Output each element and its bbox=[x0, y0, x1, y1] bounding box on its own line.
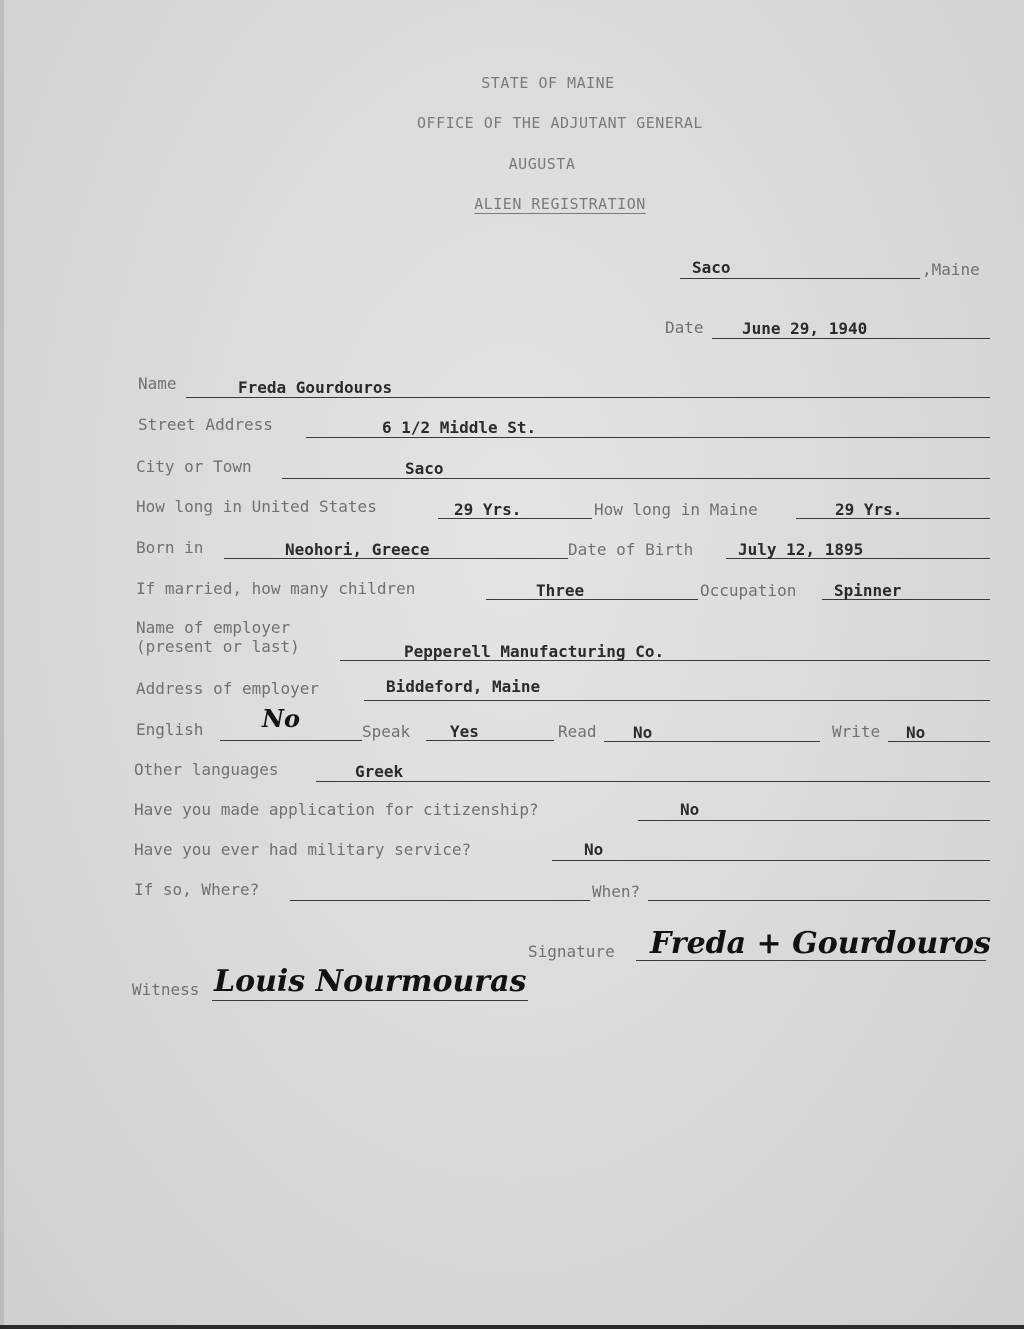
other-languages-value: Greek bbox=[355, 762, 404, 781]
employer-address-rule bbox=[364, 700, 990, 701]
children-rule bbox=[486, 599, 698, 600]
signature-handwritten: Freda + Gourdouros bbox=[650, 926, 991, 961]
born-in-value: Neohori, Greece bbox=[285, 540, 430, 559]
dob-value: July 12, 1895 bbox=[738, 540, 864, 559]
citizenship-value: No bbox=[680, 800, 700, 819]
english-label: English bbox=[136, 720, 204, 739]
street-label: Street Address bbox=[138, 415, 273, 434]
read-label: Read bbox=[558, 722, 597, 741]
occupation-label: Occupation bbox=[700, 581, 797, 600]
name-label: Name bbox=[138, 374, 177, 393]
header-city: AUGUSTA bbox=[508, 155, 576, 173]
citizenship-rule bbox=[638, 820, 990, 821]
how-long-maine-label: How long in Maine bbox=[594, 500, 758, 519]
page-edge-left bbox=[0, 0, 4, 1329]
military-rule bbox=[552, 860, 990, 861]
speak-value: Yes bbox=[450, 722, 479, 741]
english-handwritten-value: No bbox=[262, 704, 300, 733]
city-label: City or Town bbox=[136, 457, 252, 476]
write-label: Write bbox=[832, 722, 881, 741]
employer-address-value: Biddeford, Maine bbox=[386, 677, 541, 696]
how-long-us-value: 29 Yrs. bbox=[454, 500, 522, 519]
military-value: No bbox=[584, 840, 604, 859]
location-suffix: ,Maine bbox=[922, 260, 980, 279]
city-value: Saco bbox=[405, 459, 444, 478]
occupation-value: Spinner bbox=[834, 581, 902, 600]
military-label: Have you ever had military service? bbox=[134, 840, 472, 859]
born-in-label: Born in bbox=[136, 538, 204, 557]
witness-label: Witness bbox=[132, 980, 200, 999]
witness-handwritten: Louis Nourmouras bbox=[214, 964, 527, 999]
speak-rule bbox=[426, 740, 554, 741]
page-edge-bottom bbox=[0, 1325, 1024, 1329]
location-rule bbox=[680, 278, 920, 279]
english-rule bbox=[220, 740, 362, 741]
citizenship-label: Have you made application for citizenship? bbox=[134, 800, 539, 819]
signature-label: Signature bbox=[528, 942, 615, 961]
children-value: Three bbox=[536, 581, 585, 600]
street-value: 6 1/2 Middle St. bbox=[382, 418, 537, 437]
name-value: Freda Gourdouros bbox=[238, 378, 393, 397]
witness-rule bbox=[212, 1000, 528, 1001]
children-label: If married, how many children bbox=[136, 579, 416, 598]
header-state: STATE OF MAINE bbox=[481, 74, 615, 92]
when-label: When? bbox=[592, 882, 641, 901]
city-rule bbox=[282, 478, 990, 479]
dob-label: Date of Birth bbox=[568, 540, 694, 559]
speak-label: Speak bbox=[362, 722, 411, 741]
street-rule bbox=[306, 437, 990, 438]
employer-label-line1: Name of employer bbox=[136, 618, 291, 637]
name-rule bbox=[186, 397, 990, 398]
read-value: No bbox=[633, 723, 653, 742]
header-title: ALIEN REGISTRATION bbox=[474, 195, 646, 213]
employer-label-line2: (present or last) bbox=[136, 637, 300, 656]
if-so-where-label: If so, Where? bbox=[134, 880, 260, 899]
how-long-us-label: How long in United States bbox=[136, 497, 377, 516]
write-rule bbox=[888, 741, 990, 742]
if-so-where-rule bbox=[290, 900, 590, 901]
other-languages-rule bbox=[316, 781, 990, 782]
date-label: Date bbox=[665, 318, 704, 337]
employer-value: Pepperell Manufacturing Co. bbox=[404, 642, 665, 661]
write-value: No bbox=[906, 723, 926, 742]
header-office: OFFICE OF THE ADJUTANT GENERAL bbox=[417, 114, 703, 132]
date-rule bbox=[712, 338, 990, 339]
date-value: June 29, 1940 bbox=[742, 319, 868, 338]
other-languages-label: Other languages bbox=[134, 760, 279, 779]
employer-address-label: Address of employer bbox=[136, 679, 320, 698]
when-rule bbox=[648, 900, 990, 901]
how-long-maine-value: 29 Yrs. bbox=[835, 500, 903, 519]
location-value: Saco bbox=[692, 258, 731, 277]
